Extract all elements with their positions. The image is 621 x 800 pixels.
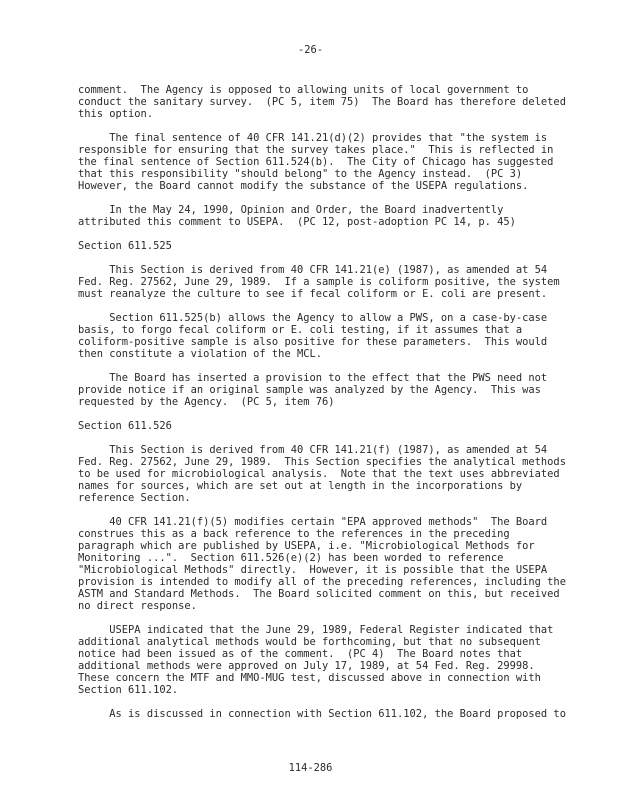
paragraph-section-611-102-proposal: As is discussed in connection with Section 611.102, the Board proposed to xyxy=(78,708,566,720)
paragraph-final-sentence-cfr: The final sentence of 40 CFR 141.21(d)(2) provides that "the system is responsible for ensuring that the survey takes place." This is reflected in the final sentence of Section 611.524(b). The City of Chicago has suggested that this responsibility "should belong" to the Agency instead. (PC 3) However, the Board cannot modify the substance of the USEPA regulations. xyxy=(78,132,554,192)
paragraph-sanitary-survey-comment: comment. The Agency is opposed to allowing units of local government to conduct the sanitary survey. (PC 5, item 75) The Board has therefore deleted this option. xyxy=(78,84,566,120)
paragraph-611-525-derived: This Section is derived from 40 CFR 141.21(e) (1987), as amended at 54 Fed. Reg. 27562, June 29, 1989. If a sample is coliform positive, the system must reanalyze the culture to see if fecal coliform or E. coli are present. xyxy=(78,264,560,300)
paragraph-board-notice-provision: The Board has inserted a provision to the effect that the PWS need not provide notice if an original sample was analyzed by the Agency. This was requested by the Agency. (PC 5, item 76) xyxy=(78,372,548,408)
section-heading-611-525: Section 611.525 xyxy=(78,240,172,252)
paragraph-usepa-federal-register: USEPA indicated that the June 29, 1989, Federal Register indicated that additional analytical methods would be forthcoming, but that no subsequent notice had been issued as of the comment. (PC 4) The Board notes that additional methods were approved on July 17, 1989, at 54 Fed. Reg. 29998. These concern the MTF and MMO-MUG test, discussed above in connection with Section 611.102. xyxy=(78,624,554,696)
page-footer-number: 114-286 xyxy=(288,762,333,774)
paragraph-611-525b: Section 611.525(b) allows the Agency to allow a PWS, on a case-by-case basis, to forgo fecal coliform or E. coli testing, if it assumes that a coliform-positive sample is also positive for these parameters. This would then constitute a violation of the MCL. xyxy=(78,312,548,360)
paragraph-epa-approved-methods: 40 CFR 141.21(f)(5) modifies certain "EPA approved methods" The Board construes this as a back reference to the references in the preceding paragraph which are published by USEPA, i.e. "Microbiological Methods for Monitoring ...". Section 611.526(e)(2) has been worded to reference "Microbiological Methods" directly. However, it is possible that the USEPA provision is intended to modify all of the preceding references, including the ASTM and Standard Methods. The Board solicited comment on this, but received no direct response. xyxy=(78,516,566,612)
section-heading-611-526: Section 611.526 xyxy=(78,420,172,432)
document-body xyxy=(78,84,566,720)
paragraph-611-526-derived: This Section is derived from 40 CFR 141.21(f) (1987), as amended at 54 Fed. Reg. 27562, June 29, 1989. This Section specifies the analytical methods to be used for microbiological analysis. Note that the text uses abbreviated names for sources, which are set out at length in the incorporations by reference Section. xyxy=(78,444,566,504)
paragraph-may-24-opinion: In the May 24, 1990, Opinion and Order, the Board inadvertently attributed this comment to USEPA. (PC 12, post-adoption PC 14, p. 45) xyxy=(78,204,516,228)
page-number-header: -26- xyxy=(297,44,324,56)
